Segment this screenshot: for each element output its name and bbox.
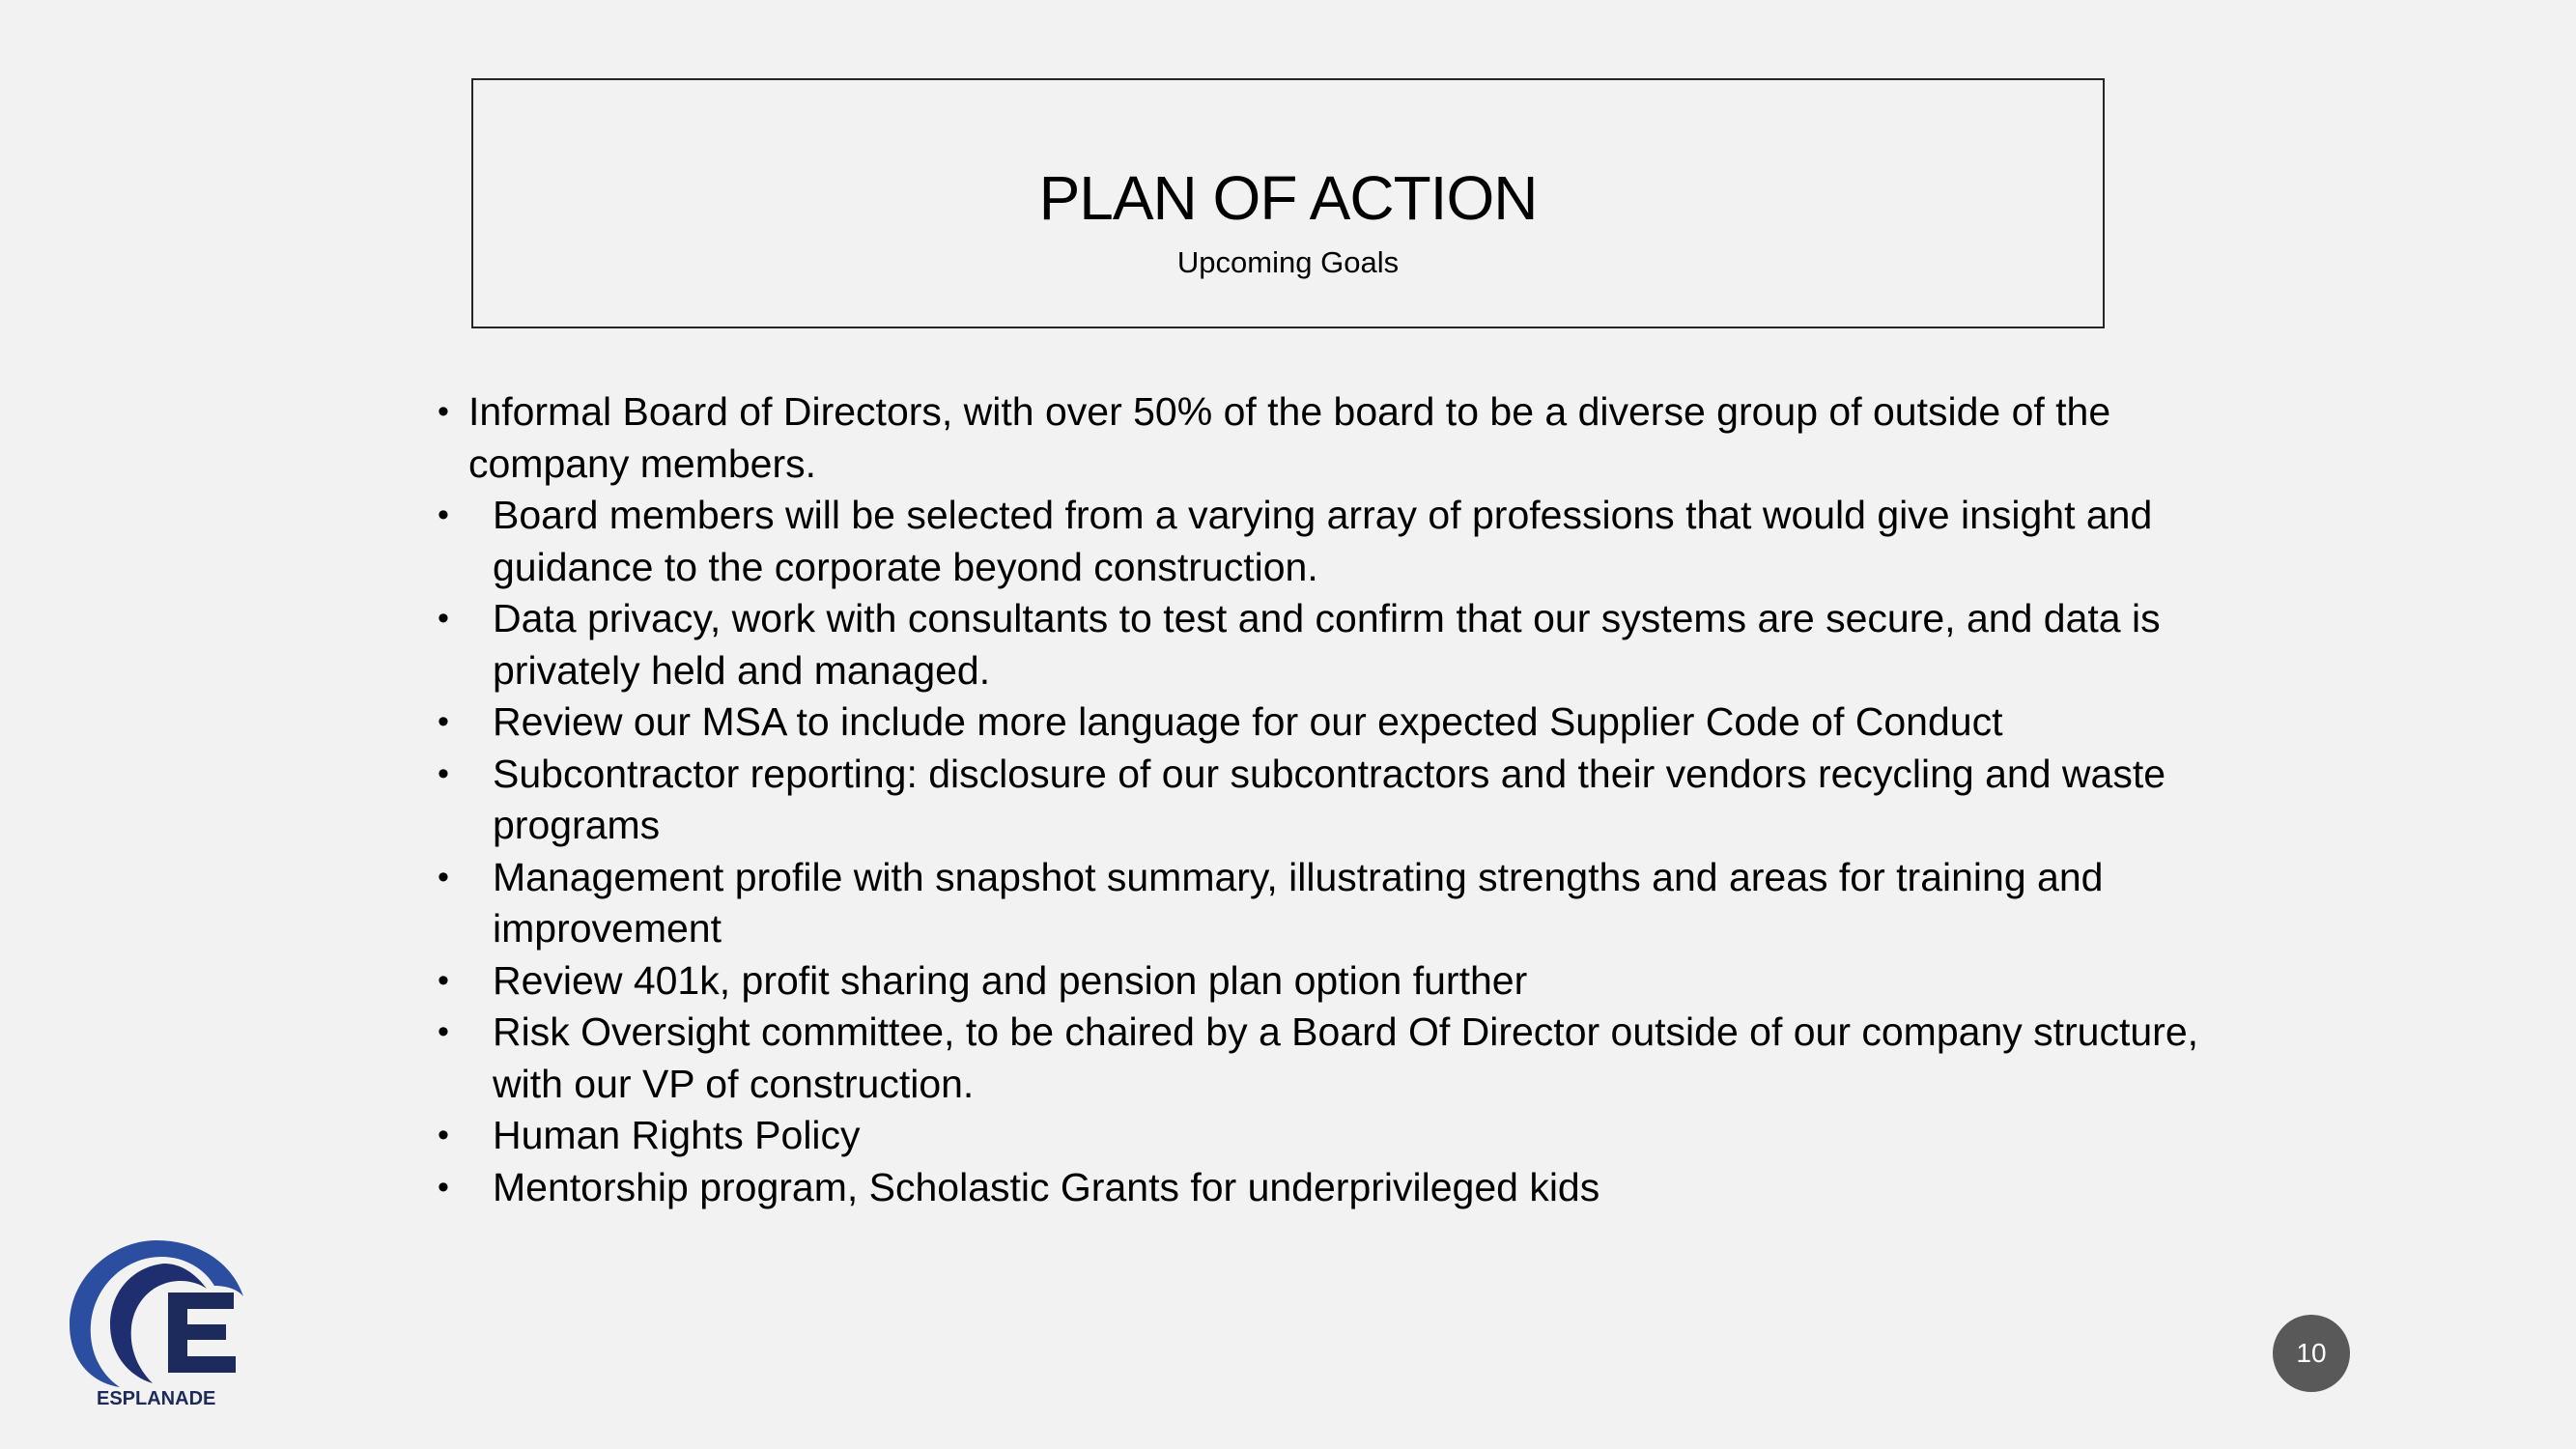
title-box <box>471 78 2105 328</box>
bullet-item <box>435 386 2212 490</box>
bullet-icon: • <box>438 600 449 637</box>
bullet-item <box>435 1007 2212 1110</box>
bullet-icon: • <box>438 961 449 999</box>
bullet-text: Mentorship program, Scholastic Grants for underprivileged kids <box>493 1164 1600 1209</box>
esplanade-logo <box>60 1233 253 1408</box>
bullet-item <box>435 1110 2212 1162</box>
bullet-item <box>435 749 2212 852</box>
logo-text: ESPLANADE <box>97 1388 216 1408</box>
bullet-text: Review 401k, profit sharing and pension plan option further <box>493 957 1528 1003</box>
bullet-icon: • <box>438 703 449 740</box>
logo-letter-e <box>168 1293 236 1373</box>
bullet-item <box>435 593 2212 696</box>
bullet-text: Informal Board of Directors, with over 50% of the board to be a diverse group of outside of the company members. <box>468 389 2111 486</box>
bullet-text: Board members will be selected from a varying array of professions that would give insight and guidance to the corporate beyond construction. <box>493 493 2153 589</box>
slide-content <box>435 386 2212 1213</box>
bullet-icon: • <box>438 1013 449 1050</box>
slide-title: PLAN OF ACTION <box>1038 163 1538 233</box>
esplanade-logo-icon <box>60 1233 253 1408</box>
bullet-item <box>435 852 2212 955</box>
bullet-text: Subcontractor reporting: disclosure of our subcontractors and their vendors recycling and waste programs <box>493 751 2166 847</box>
bullet-icon: • <box>438 497 449 533</box>
bullet-text: Data privacy, work with consultants to test and confirm that our systems are secure, and data is privately held and managed. <box>493 596 2161 693</box>
bullet-item <box>435 1162 2212 1214</box>
bullet-item <box>435 955 2212 1008</box>
slide-subtitle: Upcoming Goals <box>1176 245 1400 279</box>
bullet-icon: • <box>438 393 449 430</box>
bullet-icon: • <box>438 1117 449 1153</box>
bullet-item <box>435 490 2212 593</box>
bullet-icon: • <box>438 1168 449 1206</box>
bullet-item <box>435 696 2212 749</box>
bullet-text: Risk Oversight committee, to be chaired by a Board Of Director outside of our company structure, with our VP of construction. <box>493 1009 2199 1106</box>
bullet-text: Human Rights Policy <box>493 1113 861 1157</box>
bullet-list <box>435 386 2212 1213</box>
bullet-icon: • <box>438 858 449 895</box>
page-number-badge: 10 <box>2273 1315 2350 1392</box>
bullet-text: Management profile with snapshot summary, illustrating strengths and areas for training and improvement <box>493 854 2104 951</box>
bullet-text: Review our MSA to include more language for our expected Supplier Code of Conduct <box>493 699 2003 744</box>
bullet-icon: • <box>438 754 449 792</box>
